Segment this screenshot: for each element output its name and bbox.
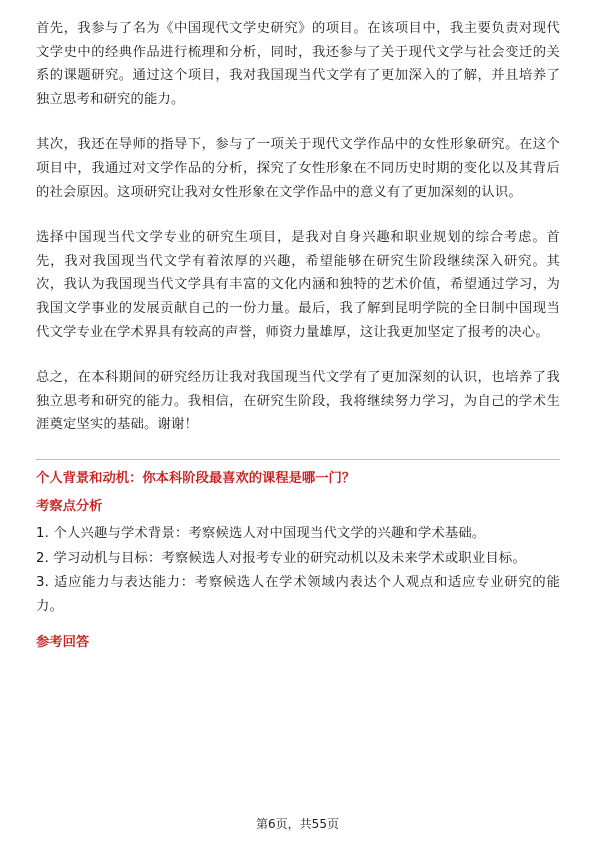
page-content (36, 17, 560, 658)
analysis-point: 1. 个人兴趣与学术背景：考察候选人对中国现当代文学的兴趣和学术基础。 (36, 525, 486, 541)
analysis-point: 3. 适应能力与表达能力：考察候选人在学术领域内表达个人观点和适应专业研究的能力。 (36, 575, 560, 614)
paragraph-conclusion: 总之，在本科期间的研究经历让我对我国现当代文学有了更加深刻的认识，也培养了我独立思考和研究的能力。我相信，在研究生阶段，我将继续努力学习，为自己的学术生涯奠定坚实的基础。谢谢！ (36, 370, 560, 433)
analysis-list (36, 522, 560, 618)
paragraph-female-image-research: 其次，我还在导师的指导下，参与了一项关于现代文学作品中的女性形象研究。在这个项目中，我通过对文学作品的分析，探究了女性形象在不同历史时期的变化以及其背后的社会原因。这项研究让我对女性形象在文学作品中的意义有了更加深刻的认识。 (36, 137, 560, 200)
analysis-heading: 考察点分析 (36, 498, 103, 514)
section-divider (36, 459, 560, 460)
page-number: 第6页，共55页 (256, 817, 339, 831)
answer-heading: 参考回答 (36, 635, 90, 651)
paragraph-program-choice: 选择中国现当代文学专业的研究生项目，是我对自身兴趣和职业规划的综合考虑。首先，我对我国现当代文学有着浓厚的兴趣，希望能够在研究生阶段继续深入研究。其次，我认为我国现当代文学具有丰富的文化内涵和独特的艺术价值，希望通过学习，为我国文学事业的发展贡献自己的一份力量。最后，我了解到昆明学院的全日制中国现当代文学专业在学术界具有较高的声誉，师资力量雄厚，这让我更加坚定了报考的决心。 (36, 230, 560, 340)
paragraph-project-experience: 首先，我参与了名为《中国现代文学史研究》的项目。在该项目中，我主要负责对现代文学史中的经典作品进行梳理和分析，同时，我还参与了关于现代文学与社会变迁的关系的课题研究。通过这个项目，我对我国现当代文学有了更加深入的了解，并且培养了独立思考和研究的能力。 (36, 21, 560, 107)
interview-question: 个人背景和动机：你本科阶段最喜欢的课程是哪一门？ (36, 470, 356, 486)
analysis-point: 2. 学习动机与目标：考察候选人对报考专业的研究动机以及未来学术或职业目标。 (36, 550, 526, 566)
